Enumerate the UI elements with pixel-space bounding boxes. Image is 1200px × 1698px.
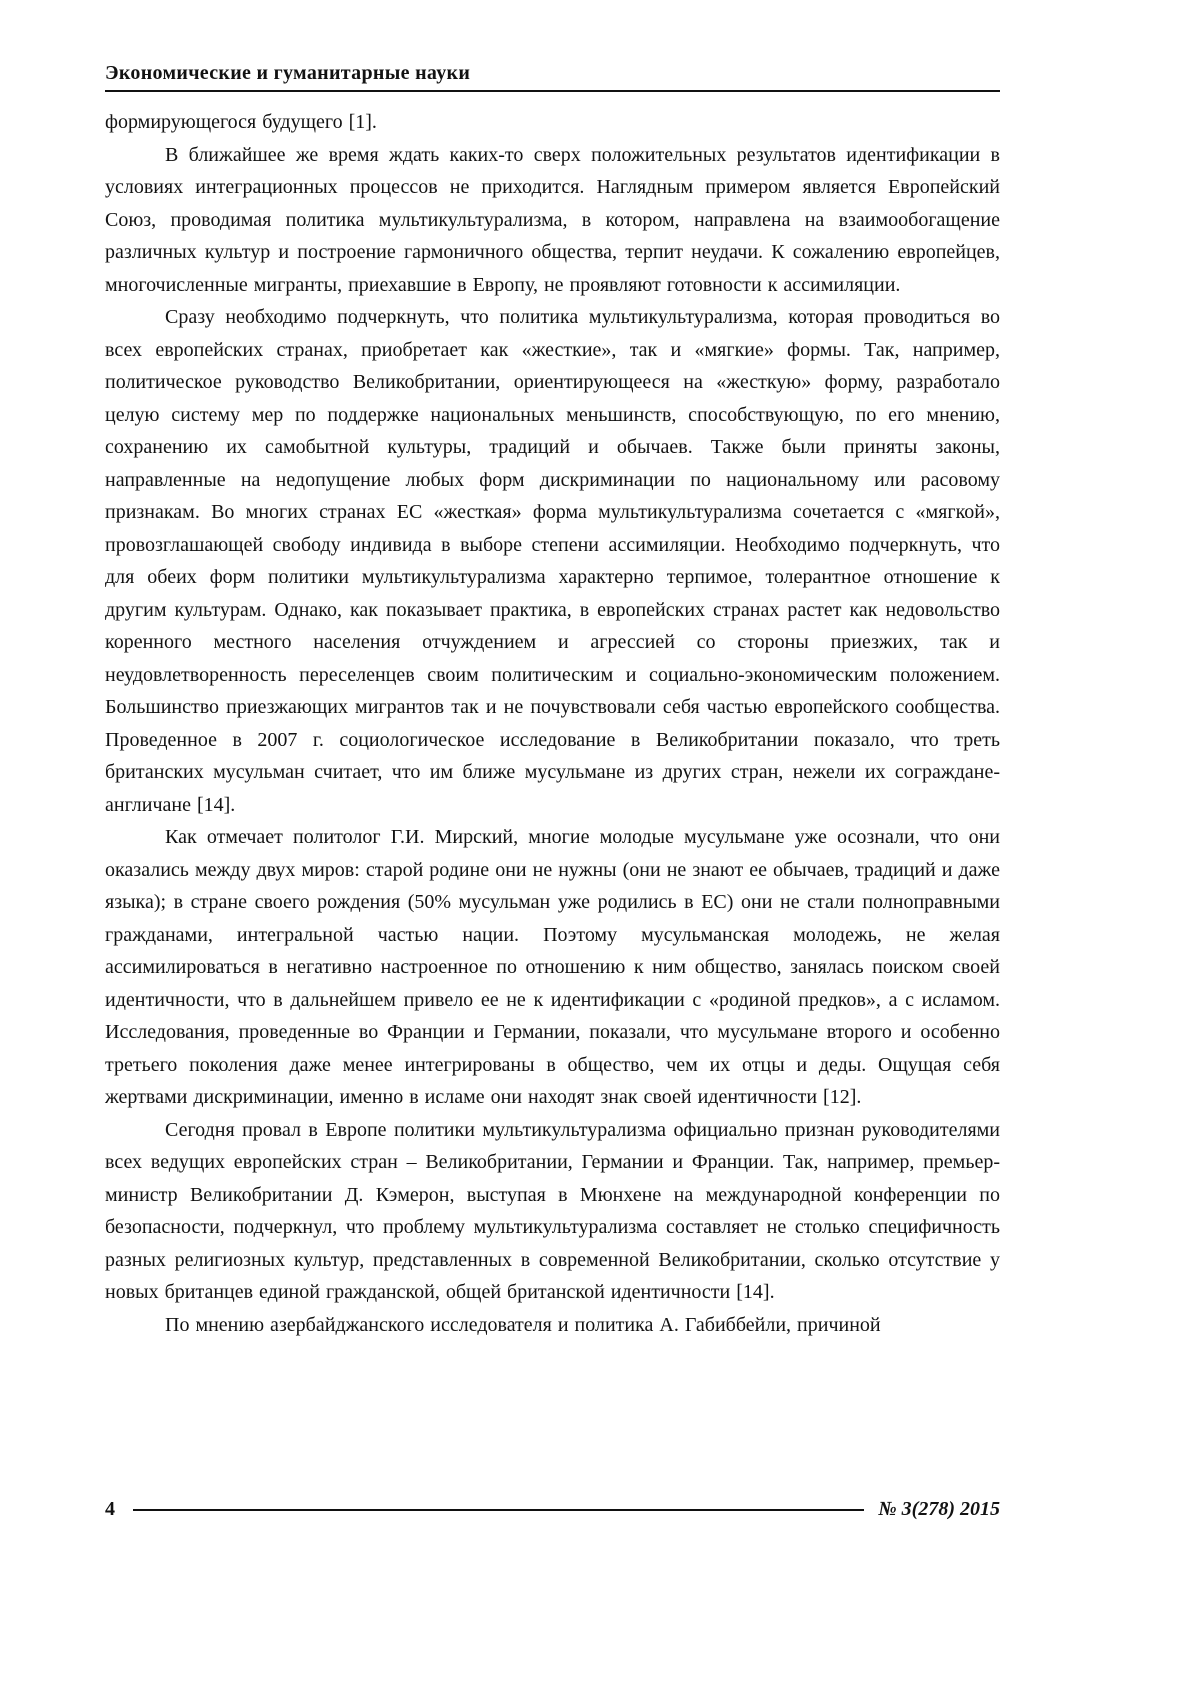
paragraph: По мнению азербайджанского исследователя и политика А. Габиббейли, причиной [165,1313,881,1336]
paragraph: Сразу необходимо подчеркнуть, что политика мультикультурализма, которая проводиться во всех европейских странах, приобретает как «жесткие», так и «мягкие» формы. Так, например, политическое руководство Великобритании, ориентирующееся на «жесткую» форму, разработало целую систему мер по поддержке национальных меньшинств, способствующую, по его мнению, сохранению их самобытной культуры, традиций и обычаев. Также были приняты законы, направленные на недопущение любых форм дискриминации по национальному или расовому признакам. Во многих странах ЕС «жесткая» форма мультикультурализма сочетается с «мягкой», провозглашающей свободу индивида в выборе степени ассимиляции. Необходимо подчеркнуть, что для обеих форм политики мультикультурализма характерно терпимое, толерантное отношение к другим культурам. Однако, как показывает практика, в европейских странах растет как недовольство коренного местного населения отчуждением и агрессией со стороны приезжих, так и неудовлетворенность переселенцев своим политическим и социально-экономическим положением. Большинство приезжающих мигрантов так и не почувствовали себя частью европейского сообщества. Проведенное в 2007 г. социологическое исследование в Великобритании показало, что треть британских мусульман считает, что им ближе мусульмане из других стран, нежели их сограждане-англичане [14]. [105,306,1000,816]
article-body [105,106,1000,1341]
paragraph: формирующегося будущего [1]. [105,111,377,133]
footer-rule [133,1509,864,1511]
page-number: 4 [105,1498,115,1520]
issue-label: № 3(278) 2015 [878,1498,1000,1520]
page-footer [105,1498,1000,1521]
paragraph: Как отмечает политолог Г.И. Мирский, многие молодые мусульмане уже осознали, что они оказались между двух миров: старой родине они не нужны (они не знают ее обычаев, традиций и даже языка); в стране своего рождения (50% мусульман уже родились в ЕС) они не стали полноправными гражданами, интегральной частью нации. Поэтому мусульманская молодежь, не желая ассимилироваться в негативно настроенное по отношению к ним общество, занялась поиском своей идентичности, что в дальнейшем привело ее не к идентификации с «родиной предков», а с исламом. Исследования, проведенные во Франции и Германии, показали, что мусульмане второго и особенно третьего поколения даже менее интегрированы в общество, чем их отцы и деды. Ощущая себя жертвами дискриминации, именно в исламе они находят знак своей идентичности [12]. [105,826,1000,1108]
header-title: Экономические и гуманитарные науки [105,62,471,84]
paragraph: В ближайшее же время ждать каких-то сверх положительных результатов идентификации в условиях интеграционных процессов не приходится. Наглядным примером является Европейский Союз, проводимая политика мультикультурализма, в котором, направлена на взаимообогащение различных культур и построение гармоничного общества, терпит неудачи. К сожалению европейцев, многочисленные мигранты, приехавшие в Европу, не проявляют готовности к ассимиляции. [105,143,1000,296]
running-header [105,62,1000,92]
paragraph: Сегодня провал в Европе политики мультикультурализма официально признан руководителями всех ведущих европейских стран – Великобритании, Германии и Франции. Так, например, премьер-министр Великобритании Д. Кэмерон, выступая в Мюнхене на международной конференции по безопасности, подчеркнул, что проблему мультикультурализма составляет не столько специфичность разных религиозных культур, представленных в современной Великобритании, сколько отсутствие у новых британцев единой гражданской, общей британской идентичности [14]. [105,1118,1000,1303]
